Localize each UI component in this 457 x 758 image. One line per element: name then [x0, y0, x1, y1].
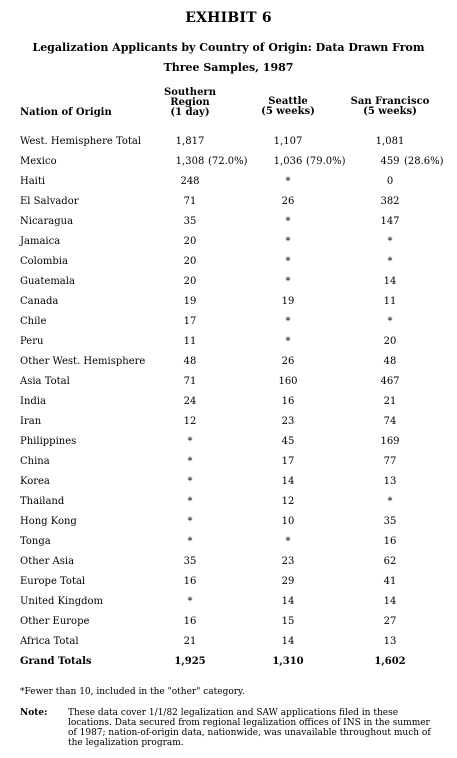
nation-cell: Tonga	[20, 536, 51, 547]
seattle-cell: 14	[281, 636, 295, 647]
southern-cell: *	[187, 536, 193, 547]
san-francisco-cell: 382	[380, 196, 400, 207]
seattle-cell: *	[285, 316, 291, 327]
seattle-cell: 12	[281, 496, 295, 507]
applicants-table	[20, 86, 444, 672]
san-francisco-cell: 169	[380, 436, 400, 447]
seattle-cell: 14	[281, 476, 295, 487]
seattle-cell: 15	[281, 616, 295, 627]
table-row	[20, 272, 440, 292]
table-row	[20, 152, 444, 172]
header-sf-line-2: (5 weeks)	[363, 106, 417, 117]
southern-cell: 20	[183, 256, 197, 267]
nation-cell: Guatemala	[20, 276, 75, 287]
nation-cell: Mexico	[20, 156, 57, 167]
nation-cell: West. Hemisphere Total	[20, 136, 142, 147]
header-southern-region	[158, 88, 222, 118]
southern-cell: 1,308	[175, 156, 205, 167]
southern-cell: *	[187, 496, 193, 507]
table-row	[20, 532, 440, 552]
san-francisco-cell: 11	[383, 296, 397, 307]
san-francisco-cell: 27	[383, 616, 397, 627]
southern-cell: 16	[183, 616, 197, 627]
header-nation: Nation of Origin	[20, 107, 112, 118]
table-row	[20, 332, 440, 352]
seattle-cell: *	[285, 536, 291, 547]
table-row	[20, 592, 440, 612]
seattle-cell: 45	[281, 436, 295, 447]
note-text: These data cover 1/1/82 legalization and SAW applications filed in these locations. Data secured from regional legalization offices of INS in the summer of 1987; nation-of-origin data, nationwide, was unavailable throughout much of the legalization program.	[68, 708, 431, 748]
table-body	[20, 132, 444, 652]
nation-cell: Haiti	[20, 176, 46, 187]
table-row	[20, 572, 440, 592]
grand-totals-row	[20, 652, 440, 672]
southern-cell: 1,817	[175, 136, 205, 147]
san-francisco-cell: 41	[383, 576, 397, 587]
southern-cell: *	[187, 476, 193, 487]
seattle-cell: 23	[281, 416, 295, 427]
table-row	[20, 132, 440, 152]
header-southern-line-2: Region	[170, 97, 210, 108]
nation-cell: Other Asia	[20, 556, 75, 567]
table-row	[20, 472, 440, 492]
san-francisco-cell: *	[387, 496, 393, 507]
san-francisco-cell: 35	[383, 516, 397, 527]
seattle-cell: 23	[281, 556, 295, 567]
nation-cell: China	[20, 456, 50, 467]
seattle-cell: *	[285, 176, 291, 187]
subtitle-line-2: Three Samples, 1987	[163, 61, 294, 74]
san-francisco-cell: 467	[380, 376, 400, 387]
totals-southern: 1,925	[174, 656, 206, 667]
subtitle-line-1: Legalization Applicants by Country of Origin: Data Drawn From	[32, 41, 425, 54]
table-row	[20, 252, 440, 272]
san-francisco-cell: 16	[383, 536, 397, 547]
southern-cell: *	[187, 456, 193, 467]
seattle-cell: 19	[281, 296, 295, 307]
southern-cell: 17	[183, 316, 197, 327]
table-row	[20, 192, 440, 212]
san-francisco-percent: (28.6%)	[404, 156, 444, 167]
table-row	[20, 452, 440, 472]
seattle-cell: 26	[281, 356, 295, 367]
southern-cell: 21	[183, 636, 197, 647]
southern-percent: (72.0%)	[208, 156, 248, 167]
table-row	[20, 552, 440, 572]
table-subtitle	[20, 38, 437, 78]
san-francisco-cell: 13	[383, 476, 397, 487]
san-francisco-cell: 14	[383, 276, 397, 287]
southern-cell: 71	[183, 376, 197, 387]
table-row	[20, 432, 440, 452]
table-row	[20, 412, 440, 432]
san-francisco-cell: *	[387, 256, 393, 267]
nation-cell: Other Europe	[20, 616, 90, 627]
seattle-cell: 29	[281, 576, 295, 587]
southern-cell: 24	[183, 396, 197, 407]
san-francisco-cell: 74	[383, 416, 397, 427]
seattle-cell: *	[285, 276, 291, 287]
nation-cell: Iran	[20, 416, 42, 427]
nation-cell: Jamaica	[20, 236, 61, 247]
table-row	[20, 492, 440, 512]
southern-cell: 20	[183, 236, 197, 247]
header-seattle	[258, 97, 318, 117]
table-row	[20, 352, 440, 372]
totals-san-francisco: 1,602	[374, 656, 406, 667]
table-row	[20, 512, 440, 532]
southern-cell: 16	[183, 576, 197, 587]
nation-cell: Europe Total	[20, 576, 86, 587]
southern-cell: *	[187, 436, 193, 447]
nation-cell: Thailand	[20, 496, 65, 507]
seattle-cell: 160	[278, 376, 298, 387]
seattle-cell: 14	[281, 596, 295, 607]
san-francisco-cell: 0	[386, 176, 394, 187]
seattle-cell: 1,036	[273, 156, 303, 167]
nation-cell: India	[20, 396, 46, 407]
totals-seattle: 1,310	[272, 656, 304, 667]
nation-cell: El Salvador	[20, 196, 79, 207]
southern-cell: *	[187, 596, 193, 607]
nation-cell: Other West. Hemisphere	[20, 356, 146, 367]
nation-cell: Africa Total	[20, 636, 79, 647]
table-row	[20, 292, 440, 312]
southern-cell: 248	[180, 176, 200, 187]
table-row	[20, 212, 440, 232]
san-francisco-cell: 13	[383, 636, 397, 647]
table-header	[20, 86, 440, 132]
nation-cell: Canada	[20, 296, 59, 307]
header-southern-line-3: (1 day)	[170, 107, 210, 118]
table-row	[20, 612, 440, 632]
san-francisco-cell: 48	[383, 356, 397, 367]
seattle-cell: *	[285, 256, 291, 267]
totals-label: Grand Totals	[20, 656, 92, 667]
header-seattle-line-1: Seattle	[268, 96, 308, 107]
nation-cell: Nicaragua	[20, 216, 74, 227]
san-francisco-cell: 21	[383, 396, 397, 407]
san-francisco-cell: 147	[380, 216, 400, 227]
nation-cell: Asia Total	[20, 376, 70, 387]
seattle-cell: 1,107	[273, 136, 303, 147]
seattle-cell: *	[285, 216, 291, 227]
exhibit-title: EXHIBIT 6	[185, 10, 272, 26]
southern-cell: 19	[183, 296, 197, 307]
header-sf-line-1: San Francisco	[350, 96, 430, 107]
table-row	[20, 172, 440, 192]
san-francisco-cell: 459	[380, 156, 400, 167]
southern-cell: 11	[183, 336, 197, 347]
header-seattle-line-2: (5 weeks)	[261, 106, 315, 117]
seattle-cell: *	[285, 236, 291, 247]
seattle-percent: (79.0%)	[306, 156, 346, 167]
southern-cell: 20	[183, 276, 197, 287]
table-row	[20, 632, 440, 652]
nation-cell: Korea	[20, 476, 50, 487]
san-francisco-cell: 1,081	[375, 136, 405, 147]
san-francisco-cell: 20	[383, 336, 397, 347]
nation-cell: Colombia	[20, 256, 68, 267]
nation-cell: Hong Kong	[20, 516, 77, 527]
note-label: Note:	[20, 708, 48, 718]
nation-cell: Chile	[20, 316, 47, 327]
table-row	[20, 372, 440, 392]
nation-cell: Philippines	[20, 436, 77, 447]
nation-cell: Peru	[20, 336, 44, 347]
san-francisco-cell: *	[387, 236, 393, 247]
san-francisco-cell: *	[387, 316, 393, 327]
header-san-francisco	[346, 97, 434, 117]
southern-cell: *	[187, 516, 193, 527]
header-southern-line-1: Southern	[164, 87, 216, 98]
nation-cell: United Kingdom	[20, 596, 103, 607]
table-row	[20, 232, 440, 252]
seattle-cell: *	[285, 336, 291, 347]
seattle-cell: 17	[281, 456, 295, 467]
southern-cell: 12	[183, 416, 197, 427]
footnote: *Fewer than 10, included in the "other" category.	[20, 687, 245, 697]
seattle-cell: 10	[281, 516, 295, 527]
table-row	[20, 392, 440, 412]
southern-cell: 48	[183, 356, 197, 367]
san-francisco-cell: 14	[383, 596, 397, 607]
southern-cell: 35	[183, 216, 197, 227]
seattle-cell: 26	[281, 196, 295, 207]
seattle-cell: 16	[281, 396, 295, 407]
southern-cell: 35	[183, 556, 197, 567]
table-row	[20, 312, 440, 332]
southern-cell: 71	[183, 196, 197, 207]
san-francisco-cell: 62	[383, 556, 397, 567]
san-francisco-cell: 77	[383, 456, 397, 467]
